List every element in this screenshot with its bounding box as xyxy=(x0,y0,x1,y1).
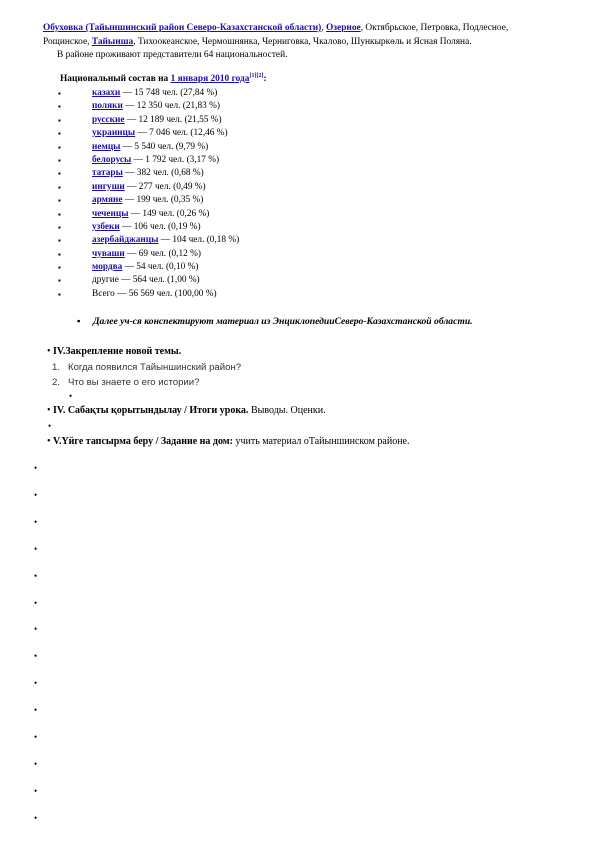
list-bullet: ▪ xyxy=(58,276,61,286)
intro-nationalities-count: В районе проживают представители 64 национальностей. xyxy=(57,50,288,60)
nationality-item xyxy=(58,234,358,247)
nationality-count: — 277 чел. (0,49 %) xyxy=(124,181,206,192)
empty-list-bullet: • xyxy=(34,812,38,823)
nationality-count: — 104 чел. (0,18 %) xyxy=(158,235,240,246)
nationality-count: — 54 чел. (0,10 %) xyxy=(122,262,199,273)
nationality-link[interactable]: азербайджанцы xyxy=(92,235,159,246)
section-consolidation xyxy=(47,346,181,357)
empty-list-bullet: • xyxy=(34,705,38,716)
empty-list-bullet: • xyxy=(34,543,38,554)
link-obukhovka[interactable]: Обуховка (Тайыншинский район Северо-Казахстанской области) xyxy=(43,23,322,33)
list-bullet: ▪ xyxy=(58,169,61,179)
intro-villages-1: , Октябрьское, Петровка, Подлесное, xyxy=(360,23,509,33)
section-heading: V.Үйге тапсырма беру / Задание на дом: xyxy=(53,436,233,447)
nationality-count: другие — 564 чел. (1,00 %) xyxy=(92,275,200,286)
nationality-link[interactable]: чуваши xyxy=(92,248,125,259)
nationality-link[interactable]: поляки xyxy=(92,101,123,112)
nationality-title xyxy=(60,73,267,84)
list-bullet: ▪ xyxy=(58,196,61,206)
nationality-item xyxy=(58,221,358,234)
nationality-count: — 382 чел. (0,68 %) xyxy=(122,168,204,179)
nationality-item xyxy=(58,208,358,221)
list-bullet: ▪ xyxy=(58,263,61,273)
list-bullet: ▪ xyxy=(58,249,61,259)
question-text: Что вы знаете о его истории? xyxy=(68,377,200,388)
question-text: Когда появился Тайыншинский район? xyxy=(68,362,242,373)
nationality-count: — 12 189 чел. (21,55 %) xyxy=(124,114,222,125)
intro-villages-2: Рощинское, xyxy=(43,36,92,47)
nationality-link[interactable]: украинцы xyxy=(92,128,136,139)
nationality-count: — 15 748 чел. (27,84 %) xyxy=(120,88,218,98)
empty-list-bullet: • xyxy=(34,732,38,742)
nationality-link[interactable]: узбеки xyxy=(92,221,120,232)
section-text: учить материал оТайыншинском районе. xyxy=(232,436,410,447)
nationality-item xyxy=(58,141,358,154)
nationality-link[interactable]: немцы xyxy=(92,141,121,152)
empty-list-bullet: • xyxy=(34,489,38,500)
reference-link[interactable]: [1][2] xyxy=(249,73,264,79)
nationality-colon: : xyxy=(263,74,267,85)
list-bullet: ▪ xyxy=(58,236,61,246)
nationality-link[interactable]: русские xyxy=(92,114,125,125)
section-heading: IV. Сабақты қорытындылау / Итоги урока. xyxy=(53,405,249,416)
nationality-item xyxy=(58,127,358,140)
empty-list-bullet: • xyxy=(34,463,38,473)
question-number: 2. xyxy=(52,377,61,388)
empty-list-bullet: • xyxy=(48,421,52,431)
nationality-count: — 12 350 чел. (21,83 %) xyxy=(122,101,220,112)
list-bullet: ▪ xyxy=(58,182,61,192)
list-bullet: ▪ xyxy=(58,222,61,232)
empty-list-bullet: • xyxy=(34,758,38,769)
section-bullet: • xyxy=(47,346,51,357)
nationality-count: — 149 чел. (0,26 %) xyxy=(128,208,210,219)
nationality-count: — 199 чел. (0,35 %) xyxy=(122,195,204,206)
nationality-count: Всего — 56 569 чел. (100,00 %) xyxy=(92,288,217,299)
nationality-count: — 106 чел. (0,19 %) xyxy=(119,221,201,232)
nationality-count: — 1 792 чел. (3,17 %) xyxy=(131,154,220,165)
question-1 xyxy=(52,362,241,373)
intro-paragraph xyxy=(43,22,563,63)
list-bullet: ▪ xyxy=(58,209,61,219)
list-bullet: ▪ xyxy=(58,115,61,125)
empty-list-bullet: • xyxy=(34,785,38,796)
nationality-count: — 5 540 чел. (9,79 %) xyxy=(120,141,209,152)
link-tayynsha[interactable]: Тайынша xyxy=(91,36,134,47)
nationality-link[interactable]: ингуши xyxy=(92,181,125,192)
nationality-item xyxy=(58,248,358,261)
nationality-link[interactable]: казахи xyxy=(92,88,121,98)
nationality-link[interactable]: чеченцы xyxy=(92,208,129,219)
nationality-list xyxy=(58,87,358,301)
section-heading: IV.Закрепление новой темы. xyxy=(53,346,182,357)
section-bullet: • xyxy=(47,405,51,416)
nationality-item xyxy=(58,87,358,100)
nationality-link[interactable]: татары xyxy=(92,168,123,179)
nationality-item xyxy=(58,154,358,167)
nationality-link[interactable]: мордва xyxy=(92,262,123,273)
empty-list-bullet: • xyxy=(34,651,38,662)
section-homework xyxy=(47,436,410,447)
list-bullet: ▪ xyxy=(58,155,61,165)
nationality-item xyxy=(58,274,358,287)
note-item xyxy=(77,316,473,327)
list-bullet: ▪ xyxy=(58,102,61,112)
list-bullet: ▪ xyxy=(58,289,61,299)
empty-list-bullet: • xyxy=(69,391,73,401)
nationality-label: Национальный состав на xyxy=(60,74,171,85)
empty-list-bullet: • xyxy=(34,516,38,527)
section-summary xyxy=(47,405,326,416)
nationality-item xyxy=(58,167,358,180)
nationality-item xyxy=(58,100,358,113)
empty-list-bullet: • xyxy=(34,570,38,581)
link-ozernoe[interactable]: Озерное xyxy=(326,23,361,33)
nationality-link[interactable]: армяне xyxy=(92,195,123,206)
intro-villages-3: , Тихоокеанское, Чермошнянка, Черниговка, Чкалово, Шункыркөль и Ясная Поляна. xyxy=(133,36,472,47)
empty-list-bullet: • xyxy=(34,597,38,608)
note-bullet: ▪ xyxy=(77,316,81,327)
intro-sep: , xyxy=(321,23,326,33)
section-text: Выводы. Оценки. xyxy=(248,405,326,416)
list-bullet: ▪ xyxy=(58,89,61,98)
link-date[interactable]: 1 января 2010 года xyxy=(170,74,250,85)
nationality-item xyxy=(58,194,358,207)
nationality-count: — 7 046 чел. (12,46 %) xyxy=(135,128,228,139)
list-bullet: ▪ xyxy=(58,142,61,152)
nationality-link[interactable]: белорусы xyxy=(92,154,132,165)
nationality-item xyxy=(58,181,358,194)
nationality-count: — 69 чел. (0,12 %) xyxy=(124,248,201,259)
list-bullet: ▪ xyxy=(58,129,61,139)
nationality-item xyxy=(58,114,358,127)
section-bullet: • xyxy=(47,436,51,447)
nationality-item xyxy=(58,261,358,274)
question-2 xyxy=(52,377,199,388)
question-number: 1. xyxy=(52,362,61,373)
nationality-item xyxy=(58,288,358,301)
empty-list-bullet: • xyxy=(34,624,38,635)
empty-list-bullet: • xyxy=(34,678,38,689)
note-text: Далее уч-ся конспектируют материал из ЭнциклопедииСеверо-Казахстанской области. xyxy=(93,316,473,327)
